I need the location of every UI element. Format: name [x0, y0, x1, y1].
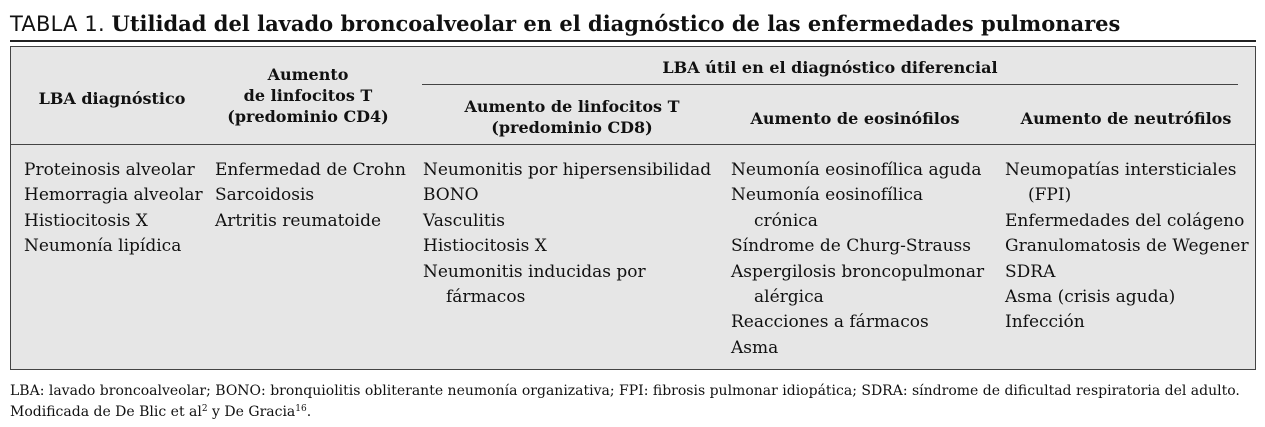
list-item: Enfermedad de Crohn — [215, 160, 406, 180]
list-item: Aspergilosis broncopulmonar alérgica — [731, 261, 985, 308]
footnote — [10, 381, 1260, 423]
header-cd4-line3: (predominio CD4) — [227, 107, 389, 126]
list-item: Granulomatosis de Wegener — [1005, 236, 1249, 257]
table-number: TABLA 1. — [10, 12, 105, 36]
header-cd8-line2: (predominio CD8) — [491, 118, 653, 137]
header-rule — [11, 144, 1255, 145]
list-item: Neumonitis por hipersensibilidad — [423, 160, 712, 180]
header-cd8-line1: Aumento de linfocitos T — [464, 97, 680, 116]
list-item: Artritis reumatoide — [215, 210, 382, 231]
header-neutrofilos: Aumento de neutrófilos — [1020, 109, 1232, 128]
list-item: Proteinosis alveolar — [24, 160, 195, 180]
source-text-b: y De Gracia — [207, 404, 296, 420]
list-item: Neumonía lipídica — [24, 236, 182, 257]
list-item: Asma (crisis aguda) — [1005, 287, 1176, 308]
table-title — [10, 10, 1120, 38]
list-item: Neumonía eosinofílica crónica — [731, 185, 924, 231]
reference-2: 16 — [295, 404, 307, 414]
header-cd4-line2: de linfocitos T — [243, 86, 373, 105]
source-text-a: Modificada de De Blic et al — [10, 404, 202, 420]
list-item: Síndrome de Churg-Strauss — [731, 236, 972, 257]
list-item: BONO — [423, 185, 479, 206]
list-item: Histiocitosis X — [24, 210, 148, 231]
list-item: Sarcoidosis — [215, 185, 315, 206]
list-item: Asma — [731, 337, 779, 358]
header-cd4 — [212, 64, 404, 127]
top-rule — [10, 40, 1256, 42]
list-item: Reacciones a fármacos — [731, 312, 929, 333]
footnote-abbreviations: LBA: lavado broncoalveolar; BONO: bronquiolitis obliterante neumonía organizativa; FPI: fibrosis pulmonar idiopática; SDRA: síndrome de dificultad respiratoria del adulto. — [10, 383, 1240, 399]
column-neutrofilos — [1005, 158, 1265, 336]
list-item: Enfermedades del colágeno — [1005, 210, 1245, 231]
header-lba-diagnostico: LBA diagnóstico — [38, 89, 186, 108]
column-lba-diagnostico — [24, 158, 203, 260]
column-eosinofilos — [731, 158, 1014, 361]
source-text-c: . — [306, 404, 312, 420]
header-group: LBA útil en el diagnóstico diferencial — [662, 58, 998, 77]
list-item: Neumopatías intersticiales (FPI) — [1005, 160, 1237, 206]
reference-1: 2 — [201, 404, 208, 414]
list-item: Histiocitosis X — [423, 236, 547, 257]
footnote-source — [10, 402, 1260, 423]
list-item: Hemorragia alveolar — [24, 185, 203, 206]
column-cd4 — [215, 158, 406, 234]
header-cd4-line1: Aumento — [267, 65, 349, 84]
table-caption: Utilidad del lavado broncoalveolar en el diagnóstico de las enfermedades pulmonares — [111, 11, 1121, 36]
list-item: Neumonitis inducidas por fármacos — [423, 261, 646, 308]
list-item: Neumonía eosinofílica aguda — [731, 160, 982, 180]
header-cd8 — [422, 96, 722, 138]
list-item: Infección — [1005, 312, 1085, 333]
list-item: SDRA — [1005, 261, 1056, 282]
group-rule — [422, 84, 1238, 85]
list-item: Vasculitis — [423, 210, 505, 231]
column-cd8 — [423, 158, 711, 310]
header-eosinofilos: Aumento de eosinófilos — [750, 109, 960, 128]
